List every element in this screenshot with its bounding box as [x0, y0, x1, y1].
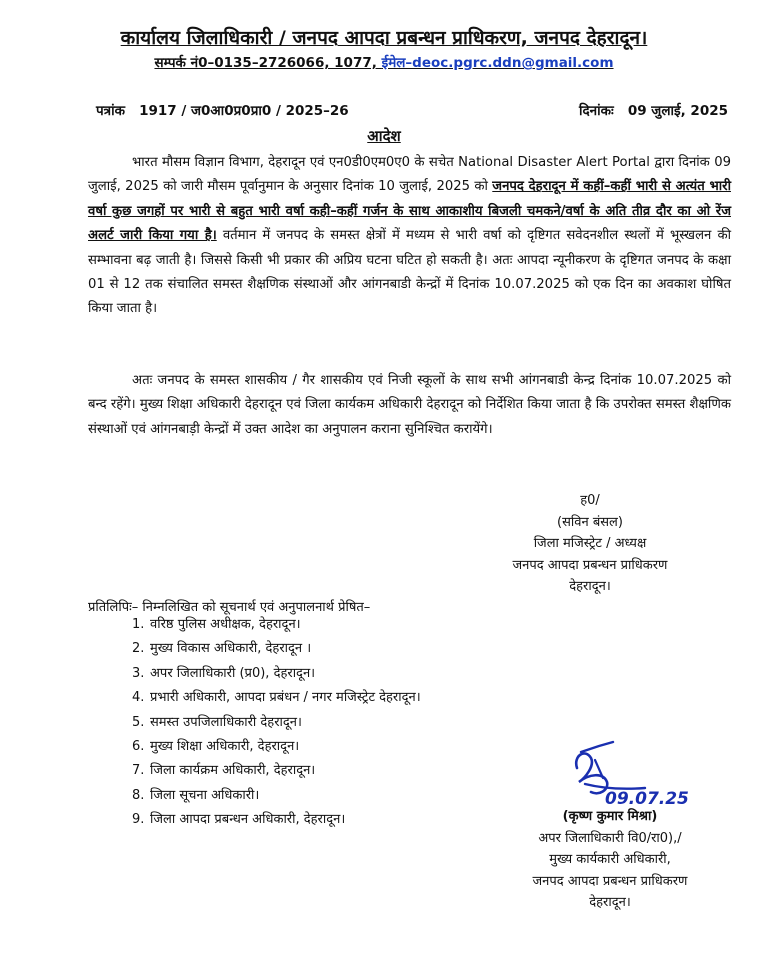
contact-numbers: सम्पर्क नं0–0135–2726066, 1077,: [154, 55, 382, 71]
office-title: कार्यालय जिलाधिकारी / जनपद आपदा प्रबन्धन प्राधिकरण, जनपद देहरादून।: [120, 27, 648, 49]
signatory-authority: जनपद आपदा प्रबन्धन प्राधिकरण: [532, 873, 688, 889]
order-paragraph-2: [88, 369, 731, 442]
email-address[interactable]: ईमेल–deoc.pgrc.ddn@gmail.com: [381, 55, 614, 71]
list-item: 1. वरिष्ठ पुलिस अधीक्षक, देहरादून।: [132, 617, 301, 632]
list-item: 8. जिला सूचना अधिकारी।: [132, 787, 260, 803]
list-item: 7. जिला कार्यक्रम अधिकारी, देहरादून।: [132, 763, 316, 779]
list-item: 9. जिला आपदा प्रबन्धन अधिकारी, देहरादून।: [132, 812, 346, 828]
signatory-designation: जिला मजिस्ट्रेट / अध्यक्ष: [533, 536, 647, 551]
signatory-place: देहरादून।: [589, 895, 631, 910]
signatory-block-adm: [510, 806, 710, 914]
signatory-place: देहरादून।: [569, 579, 611, 594]
list-item: 2. मुख्य विकास अधिकारी, देहरादून ।: [132, 641, 312, 657]
para1-end: वर्तमान में जनपद के समस्त क्षेत्रों में मध्यम से भारी वर्षा को दृष्टिगत सवेदनशील स्थलों में भूस्खलन की सम्भावना बढ़ जाती है। जिससे किसी भी प्रकार की अप्रिय घटना घटित हो सकती है। अतः आपदा न्यूनीकरण के दृष्टिगत जनपद के कक्षा 01 से 12 तक संचालित समस्त शैक्षणिक संस्थाओं और आंगनबाडी केन्द्रों में दिनांक 10.07.2025 को एक दिन का अवकाश घोषित किया जाता है।: [88, 228, 731, 317]
ref-value: 1917 / ज0आ0प्र0प्रा0 / 2025–26: [139, 103, 349, 119]
order-paragraph-1: [88, 151, 731, 322]
para2-text: अतः जनपद के समस्त शासकीय / गैर शासकीय एवं निजी स्कूलों के साथ सभी आंगनबाडी केन्द्र दिनांक 10.07.2025 को बन्द रहेंगे। मुख्य शिक्षा अधिकारी देहरादून एवं जिला कार्यकम अधिकारी देहरादून को निर्देशित किया जाता है कि उपरोक्त समस्त शैक्षणिक संस्थाओं एवं आंगनबाड़ी केन्द्रों में उक्त आदेश का अनुपालन कराना सुनिश्चित करायेंगे।: [88, 373, 731, 437]
order-title: आदेश: [367, 127, 401, 145]
document-date: [579, 101, 728, 119]
copy-to-list: [132, 613, 421, 833]
para1-alert-highlight: जनपद देहरादून में कहीं–कहीं भारी से अत्यंत भारी वर्षा कुछ जगहों पर भारी से बहुत भारी वर्षा कही–कहीं गर्जन के साथ आकाशीय बिजली चमकने/वर्षा के अति तीव्र दौर का ओ रेंज अलर्ट जारी किया गया है।: [88, 179, 731, 244]
signatory-authority: जनपद आपदा प्रबन्धन प्राधिकरण: [512, 557, 668, 573]
date-value: 09 जुलाई, 2025: [627, 103, 728, 119]
list-item: 3. अपर जिलाधिकारी (प्र0), देहरादून।: [132, 665, 316, 681]
signatory-designation: अपर जिलाधिकारी वि0/रा0),/: [538, 830, 682, 846]
copy-to-heading: प्रतिलिपिः– निम्नलिखित को सूचनार्थ एवं अनुपालनार्थ प्रेषित–: [88, 600, 371, 615]
contact-line: [0, 53, 768, 71]
signatory-name: (कृष्ण कुमार मिश्रा): [562, 809, 658, 824]
signed-mark: ह0/: [580, 493, 600, 508]
list-item: 5. समस्त उपजिलाधिकारी देहरादून।: [132, 714, 302, 730]
handwritten-signature: [555, 738, 695, 816]
signatory-designation-2: मुख्य कार्यकारी अधिकारी,: [549, 852, 671, 867]
para1-start: भारत मौसम विज्ञान विभाग, देहरादून एवं एन0डी0एम0ए0 के सचेत National Disaster Alert Portal द्वारा दिनांक 09 जुलाई, 2025 को जारी मौसम पूर्वानुमान के अनुसार दिनांक 10 जुलाई, 2025 को: [88, 155, 731, 195]
signatory-block-dm: [500, 490, 680, 598]
list-item: 6. मुख्य शिक्षा अधिकारी, देहरादून।: [132, 739, 300, 755]
signatory-name: (सविन बंसल): [557, 514, 623, 530]
reference-number: [96, 101, 349, 119]
handwritten-date: 09.07.25: [605, 789, 689, 809]
date-label: दिनांकः: [578, 103, 614, 119]
list-item: 4. प्रभारी अधिकारी, आपदा प्रबंधन / नगर मजिस्ट्रेट देहरादून।: [132, 690, 421, 706]
ref-label: पत्रांक: [96, 103, 125, 119]
